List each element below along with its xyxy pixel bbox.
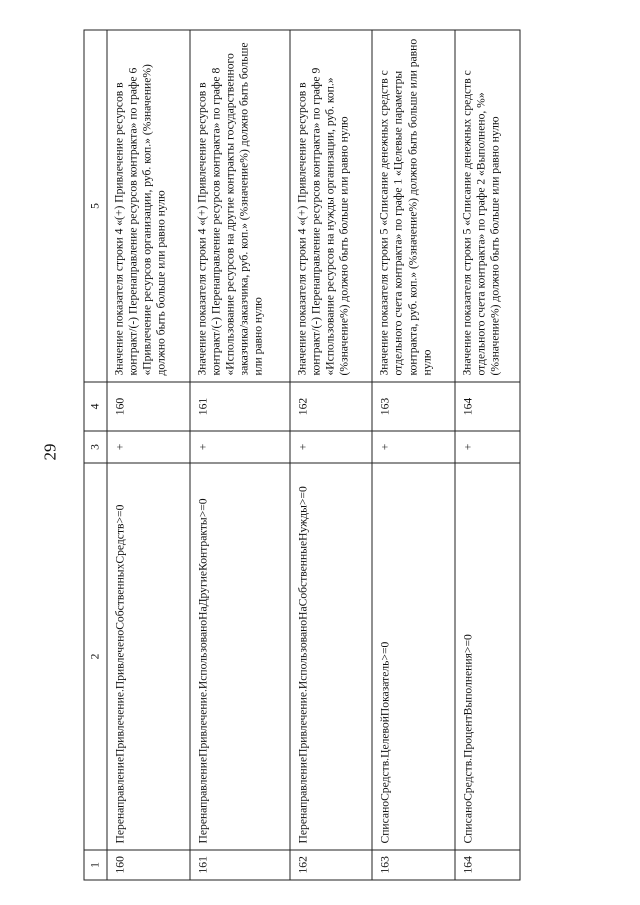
header-col-1: 1 <box>84 850 107 880</box>
page-number: 29 <box>40 443 60 461</box>
table-row <box>107 30 190 880</box>
row-number: 161 <box>189 850 289 880</box>
row-rule: СписаноСредств.ЦелевойПоказатель>=0 <box>372 463 455 850</box>
row-description: Значение показателя строки 4 «(+) Привлечение ресурсов в контракт/(-) Перенаправление ресурсов контракта» по графе 6 «Привлечение ресурсов организации, руб. коп.» (%значение%) должно быть больше или равно нулю <box>107 30 190 382</box>
row-code: 160 <box>107 382 190 431</box>
rotated-table-frame <box>83 30 520 880</box>
table-header-row <box>84 30 107 880</box>
header-col-3: 3 <box>84 431 107 463</box>
header-col-5: 5 <box>84 30 107 382</box>
validation-rules-table <box>83 29 520 880</box>
row-number: 160 <box>107 850 190 880</box>
row-code: 163 <box>372 382 455 431</box>
row-flag: + <box>454 431 519 463</box>
row-number: 164 <box>454 850 519 880</box>
header-col-4: 4 <box>84 382 107 431</box>
row-description: Значение показателя строки 4 «(+) Привлечение ресурсов в контракт/(-) Перенаправление ресурсов контракта» по графе 9 «Использование ресурсов на нужды организации, руб. коп.» (%значение%) должно быть больше или равно нулю <box>289 30 372 382</box>
table-row <box>454 30 519 880</box>
row-rule: СписаноСредств.ПроцентВыполнения>=0 <box>454 463 519 850</box>
row-number: 162 <box>289 850 372 880</box>
row-description: Значение показателя строки 4 «(+) Привлечение ресурсов в контракт/(-) Перенаправление ресурсов контракта» по графе 8 «Использование ресурсов на другие контракты государственного заказчика/заказчика, руб. коп.» (%значение%) должно быть больше или равно нулю <box>189 30 289 382</box>
row-number: 163 <box>372 850 455 880</box>
row-rule: ПеренаправлениеПривлечение.ПривлеченоСобственныхСредств>=0 <box>107 463 190 850</box>
row-flag: + <box>189 431 289 463</box>
row-flag: + <box>372 431 455 463</box>
row-flag: + <box>289 431 372 463</box>
row-flag: + <box>107 431 190 463</box>
row-rule: ПеренаправлениеПривлечение.ИспользованоНаДругиеКонтракты>=0 <box>189 463 289 850</box>
row-code: 164 <box>454 382 519 431</box>
row-rule: ПеренаправлениеПривлечение.ИспользованоНаСобственныеНужды>=0 <box>289 463 372 850</box>
row-code: 162 <box>289 382 372 431</box>
row-code: 161 <box>189 382 289 431</box>
table-row <box>189 30 289 880</box>
table-row <box>289 30 372 880</box>
row-description: Значение показателя строки 5 «Списание денежных средств с отдельного счета контракта» по графе 2 «Выполнено, %» (%значение%) должно быть больше или равно нулю <box>454 30 519 382</box>
row-description: Значение показателя строки 5 «Списание денежных средств с отдельного счета контракта» по графе 1 «Целевые параметры контракта, руб. коп.» (%значение%) должно быть больше или равно нулю <box>372 30 455 382</box>
table-row <box>372 30 455 880</box>
header-col-2: 2 <box>84 463 107 850</box>
rotated-table-wrapper <box>83 30 520 880</box>
